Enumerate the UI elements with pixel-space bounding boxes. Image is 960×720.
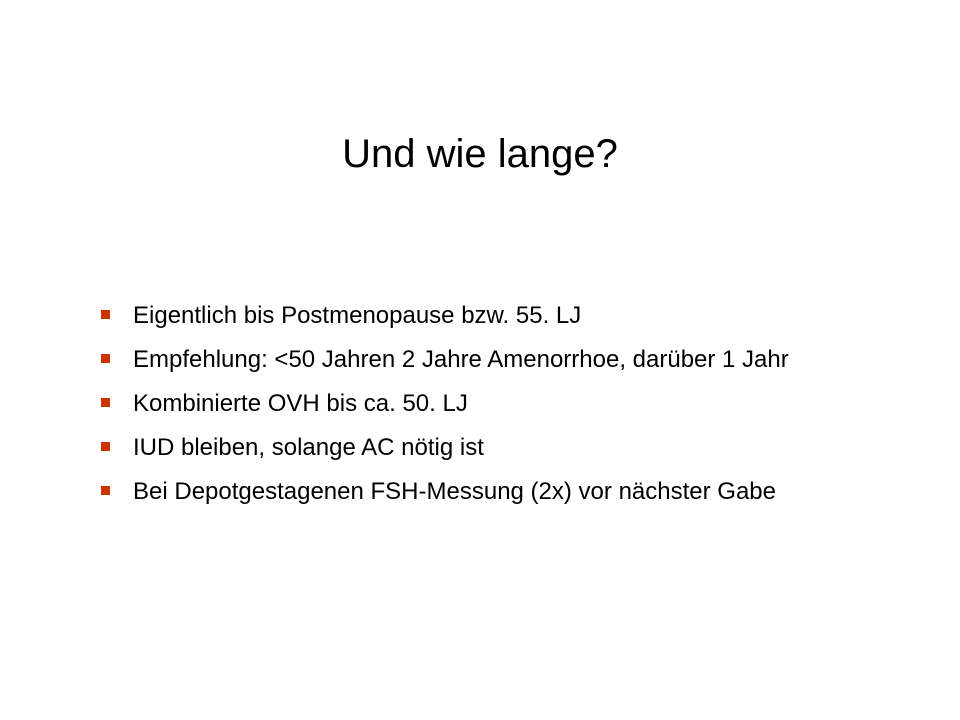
bullet-item	[98, 346, 928, 374]
bullet-text: Kombinierte OVH bis ca. 50. LJ	[133, 390, 468, 417]
bullet-item	[98, 302, 928, 330]
bullet-item	[98, 478, 928, 506]
bullet-text: Bei Depotgestagenen FSH-Messung (2x) vor nächster Gabe	[133, 478, 776, 505]
square-bullet-icon	[101, 310, 110, 319]
square-bullet-icon	[101, 354, 110, 363]
square-bullet-icon	[101, 442, 110, 451]
bullet-text: Eigentlich bis Postmenopause bzw. 55. LJ	[133, 302, 582, 329]
bullet-text: IUD bleiben, solange AC nötig ist	[133, 434, 484, 461]
bullet-text: Empfehlung: <50 Jahren 2 Jahre Amenorrhoe, darüber 1 Jahr	[133, 346, 789, 373]
square-bullet-icon	[101, 398, 110, 407]
bullet-item	[98, 434, 928, 462]
bullet-list	[98, 302, 928, 522]
square-bullet-icon	[101, 486, 110, 495]
bullet-item	[98, 390, 928, 418]
slide-title: Und wie lange?	[342, 132, 618, 176]
